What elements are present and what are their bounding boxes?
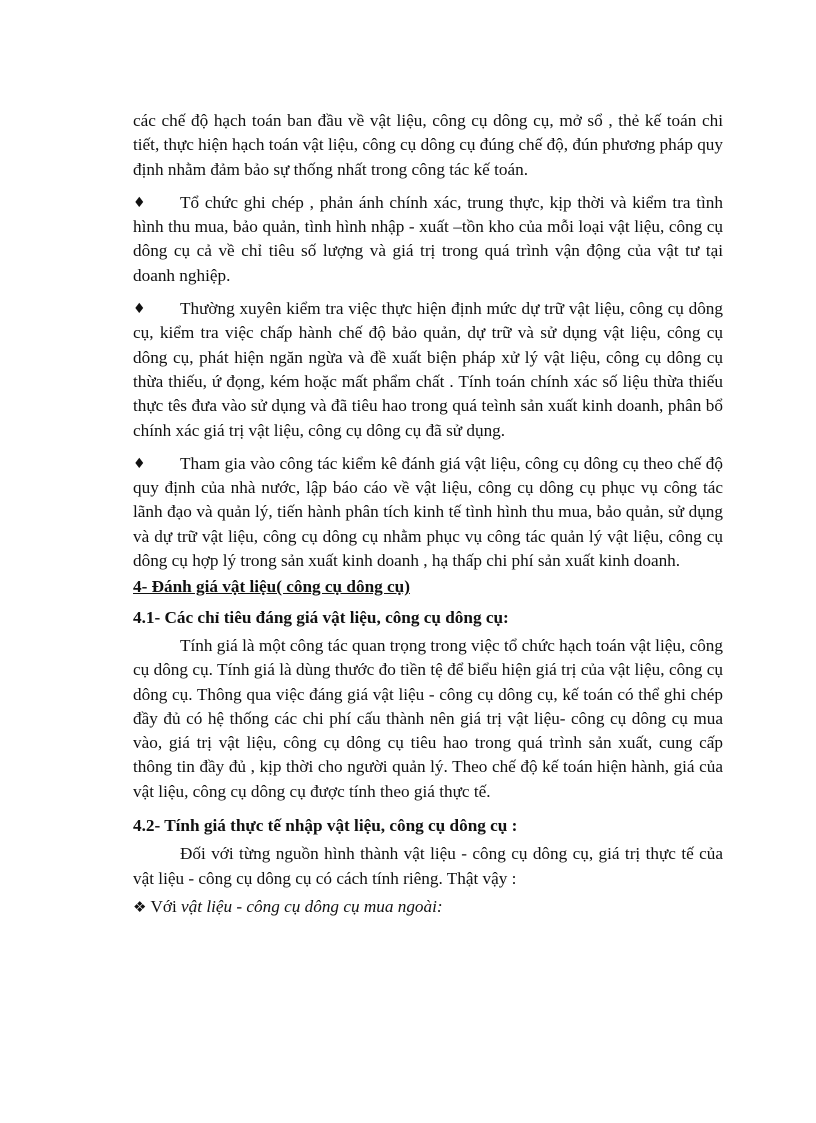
section-heading-4-1: 4.1- Các chỉ tiêu đáng giá vật liệu, công cụ dông cụ: bbox=[133, 607, 509, 627]
purchased-label: vật liệu - công cụ dông cụ mua ngoài: bbox=[181, 896, 443, 916]
paragraph-4-1: Tính giá là một công tác quan trọng trong việc tổ chức hạch toán vật liệu, công cụ dông cụ. Tính giá là dùng thước đo tiền tệ để biểu hiện giá trị của vật liệu, công cụ dông cụ. Thông qua việc đáng giá vật liệu - công cụ dông cụ, kế toán có thể ghi chép đầy đủ có hệ thống các chi phí cấu thành nên giá trị vật liệu- công cụ dông cụ mua vào, giá trị vật liệu, công cụ dông cụ tiêu hao trong quá trình sản xuất, cung cấp thông tin đầy đủ , kịp thời cho người quản lý. Theo chế độ kế toán hiện hành, giá của vật liệu, công cụ dông cụ được tính theo giá thực tế. bbox=[133, 635, 723, 801]
purchased-prefix: Với bbox=[150, 896, 177, 916]
diamond-bullet-icon: ♦ bbox=[133, 455, 146, 472]
bullet-text-3: Tham gia vào công tác kiểm kê đánh giá vật liệu, công cụ dông cụ theo chế độ quy định của nhà nước, lập báo cáo về vật liệu, công cụ dông cụ phục vụ công tác lãnh đạo và quản lý, tiến hành phân tích kinh tế tình hình thu mua, bảo quản, sử dụng và dự trữ vật liệu, công cụ dông cụ nhằm phục vụ công tác quản lý vật liệu, công cụ dông cụ hợp lý trong sản xuất kinh doanh , hạ thấp chi phí sản xuất kinh doanh. bbox=[133, 453, 723, 571]
section-heading-4-2: 4.2- Tính giá thực tế nhập vật liệu, công cụ dông cụ : bbox=[133, 816, 518, 836]
diamond-bullet-icon: ♦ bbox=[133, 194, 146, 211]
bullet-text-2: Thường xuyên kiểm tra việc thực hiện định mức dự trữ vật liệu, công cụ dông cụ, kiểm tra việc chấp hành chế độ bảo quản, dự trữ và sử dụng vật liệu, công cụ dông cụ, phát hiện ngăn ngừa và đề xuất biện pháp xử lý vật liệu, công cụ dông cụ thừa thiếu, ứ đọng, kém hoặc mất phẩm chất . Tính toán chính xác số liệu thừa thiếu thực tês đưa vào sử dụng và đã tiêu hao trong quá teình sản xuất kinh doanh, phân bổ chính xác giá trị vật liệu, công cụ dông cụ đã sử dụng. bbox=[133, 299, 723, 440]
bullet-text-1: Tổ chức ghi chép , phản ánh chính xác, trung thực, kịp thời và kiểm tra tình hình thu mua, bảo quản, tình hình nhập - xuất –tồn kho của mỗi loại vật liệu, công cụ dông cụ cả về chỉ tiêu số lượng và giá trị trong quá trình vận động của vật tư tại doanh nghiệp. bbox=[133, 192, 723, 285]
text-column bbox=[133, 109, 723, 919]
paragraph-intro: các chế độ hạch toán ban đầu về vật liệu, công cụ dông cụ, mở sổ , thẻ kế toán chi tiết, thực hiện hạch toán vật liệu, công cụ dông cụ đúng chế độ, đún phương pháp quy định nhằm đảm bảo sự thống nhất trong công tác kế toán. bbox=[133, 111, 723, 179]
paragraph-purchased-materials bbox=[133, 895, 723, 919]
paragraph-4-2: Đối với từng nguồn hình thành vật liệu - công cụ dông cụ, giá trị thực tế của vật liệu - công cụ dông cụ có cách tính riêng. Thật vậy : bbox=[133, 844, 723, 888]
section-heading-4: 4- Đánh giá vật liệu( công cụ dông cụ) bbox=[133, 577, 410, 597]
diamond-bullet-icon: ♦ bbox=[133, 301, 146, 318]
star-bullet-icon: ❖ bbox=[133, 897, 147, 916]
